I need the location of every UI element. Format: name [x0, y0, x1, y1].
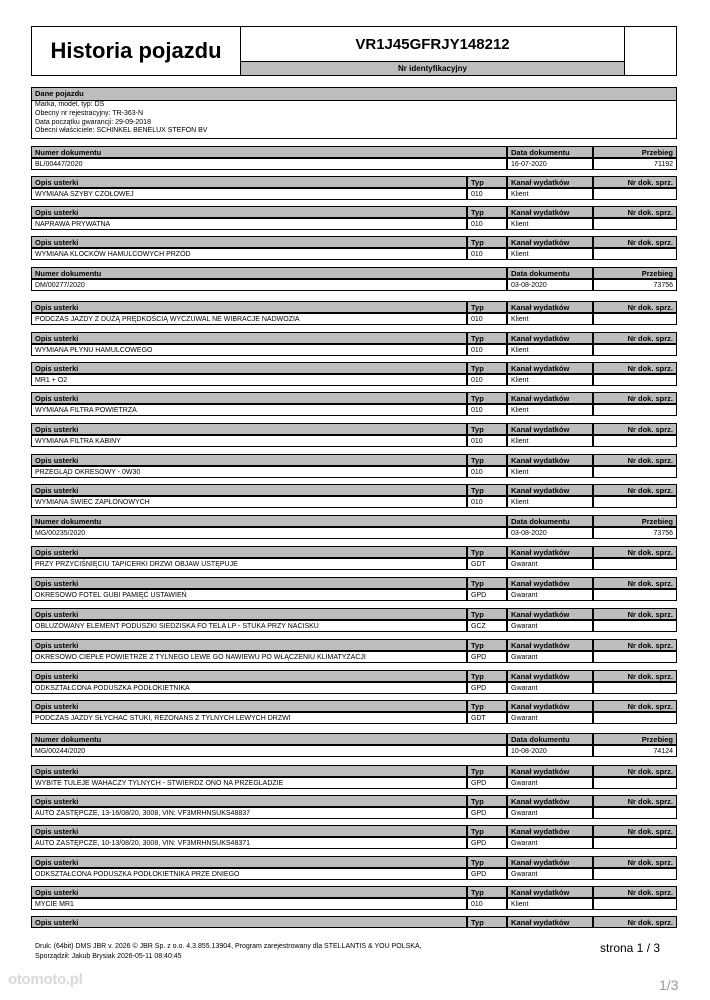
doc-date-header: Data dokumentu	[507, 515, 593, 527]
channel-header: Kanał wydatków	[507, 577, 593, 589]
defect-description: OKRESOWO FOTEL GUBI PAMIĘĆ USTAWIEŃ	[31, 589, 467, 601]
type-header: Typ	[467, 301, 507, 313]
defect-description: WYMIANA SZYBY CZOŁOWEJ	[31, 188, 467, 200]
defect-description: OBLUZOWANY ELEMENT PODUSZKI SIEDZISKA FO TELA LP - STUKA PRZY NACISKU	[31, 620, 467, 632]
mileage-value: 73756	[593, 527, 677, 539]
type-header: Typ	[467, 332, 507, 344]
defect-description: PODCZAS JAZDY SŁYCHAĆ STUKI, REZONANS Z TYLNYCH LEWYCH DRZWI	[31, 712, 467, 724]
expense-channel: Gwarant	[507, 620, 593, 632]
ref-header: Nr dok. sprz.	[593, 301, 677, 313]
defect-row	[31, 577, 677, 602]
defect-type: 010	[467, 313, 507, 325]
defect-row	[31, 301, 677, 326]
defect-header: Opis usterki	[31, 916, 467, 928]
ref-doc-number	[593, 651, 677, 663]
doc-number-value: DM/00277/2020	[31, 279, 507, 291]
defect-row	[31, 765, 677, 790]
defect-row	[31, 454, 677, 479]
doc-number-header: Numer dokumentu	[31, 146, 507, 158]
type-header: Typ	[467, 886, 507, 898]
defect-header: Opis usterki	[31, 886, 467, 898]
type-header: Typ	[467, 176, 507, 188]
defect-type: GPD	[467, 807, 507, 819]
ref-header: Nr dok. sprz.	[593, 206, 677, 218]
channel-header: Kanał wydatków	[507, 700, 593, 712]
type-header: Typ	[467, 700, 507, 712]
doc-number-header: Numer dokumentu	[31, 515, 507, 527]
ref-doc-number	[593, 344, 677, 356]
defect-description: WYMIANA FILTRA POWIETRZA	[31, 404, 467, 416]
page-indicator: strona 1 / 3	[600, 941, 661, 955]
type-header: Typ	[467, 546, 507, 558]
defect-header: Opis usterki	[31, 700, 467, 712]
type-header: Typ	[467, 484, 507, 496]
report-header	[31, 26, 677, 76]
doc-date-value: 16-07-2020	[507, 158, 593, 170]
defect-header: Opis usterki	[31, 670, 467, 682]
ref-doc-number	[593, 682, 677, 694]
ref-header: Nr dok. sprz.	[593, 392, 677, 404]
defect-type: GPD	[467, 589, 507, 601]
channel-header: Kanał wydatków	[507, 454, 593, 466]
defect-header: Opis usterki	[31, 236, 467, 248]
ref-header: Nr dok. sprz.	[593, 332, 677, 344]
defect-type: GPD	[467, 868, 507, 880]
ref-header: Nr dok. sprz.	[593, 236, 677, 248]
ref-doc-number	[593, 374, 677, 386]
channel-header: Kanał wydatków	[507, 176, 593, 188]
vehicle-data-box	[31, 87, 677, 139]
doc-date-header: Data dokumentu	[507, 146, 593, 158]
ref-doc-number	[593, 712, 677, 724]
defect-row	[31, 484, 677, 509]
defect-header: Opis usterki	[31, 332, 467, 344]
type-header: Typ	[467, 825, 507, 837]
defect-description: PRZY PRZYCIŚNIĘCIU TAPICERKI DRZWI OBJAW USTĘPUJE	[31, 558, 467, 570]
expense-channel: Gwarant	[507, 558, 593, 570]
type-header: Typ	[467, 608, 507, 620]
ref-header: Nr dok. sprz.	[593, 362, 677, 374]
ref-header: Nr dok. sprz.	[593, 795, 677, 807]
defect-description: PRZEGLĄD OKRESOWY - 0W30	[31, 466, 467, 478]
defect-row	[31, 825, 677, 850]
doc-date-header: Data dokumentu	[507, 733, 593, 745]
defect-row	[31, 206, 677, 231]
doc-date-header: Data dokumentu	[507, 267, 593, 279]
defect-description: AUTO ZASTĘPCZE, 10-13/08/20, 3008, VIN: VF3MRHNSUKS48371	[31, 837, 467, 849]
defect-type: 010	[467, 496, 507, 508]
header-empty-cell	[625, 26, 677, 76]
footer-print-info: Druk: (64bit) DMS JBR v. 2026 © JBR Sp. z o.o. 4.3.855.13904, Program zarejestrowany dla STELLANTIS & YOU POLSKA,	[35, 943, 422, 950]
ref-header: Nr dok. sprz.	[593, 765, 677, 777]
doc-number-value: BL/00447/2020	[31, 158, 507, 170]
defect-row	[31, 362, 677, 387]
channel-header: Kanał wydatków	[507, 362, 593, 374]
channel-header: Kanał wydatków	[507, 392, 593, 404]
expense-channel: Klient	[507, 344, 593, 356]
defect-header: Opis usterki	[31, 176, 467, 188]
vin-label: Nr identyfikacyjny	[241, 62, 625, 76]
ref-header: Nr dok. sprz.	[593, 639, 677, 651]
doc-number-value: MG/00235/2020	[31, 527, 507, 539]
defect-header: Opis usterki	[31, 825, 467, 837]
vehicle-data-line: Marka, model, typ: DS	[35, 101, 105, 108]
defect-header: Opis usterki	[31, 608, 467, 620]
channel-header: Kanał wydatków	[507, 206, 593, 218]
defect-header: Opis usterki	[31, 362, 467, 374]
expense-channel: Gwarant	[507, 837, 593, 849]
expense-channel: Klient	[507, 188, 593, 200]
ref-doc-number	[593, 466, 677, 478]
type-header: Typ	[467, 639, 507, 651]
expense-channel: Gwarant	[507, 868, 593, 880]
ref-doc-number	[593, 248, 677, 260]
defect-type: 010	[467, 374, 507, 386]
defect-row	[31, 332, 677, 357]
defect-header: Opis usterki	[31, 454, 467, 466]
defect-header: Opis usterki	[31, 856, 467, 868]
mileage-header: Przebieg	[593, 146, 677, 158]
defect-description: NAPRAWA PRYWATNA	[31, 218, 467, 230]
expense-channel: Gwarant	[507, 712, 593, 724]
vehicle-data-line: Data początku gwarancji: 29-09-2018	[35, 118, 151, 126]
mileage-value: 71192	[593, 158, 677, 170]
vin-value: VR1J45GFRJY148212	[241, 26, 625, 62]
expense-channel: Gwarant	[507, 777, 593, 789]
defect-description: MR1 + O2	[31, 374, 467, 386]
channel-header: Kanał wydatków	[507, 423, 593, 435]
defect-type: GPD	[467, 837, 507, 849]
ref-header: Nr dok. sprz.	[593, 700, 677, 712]
doc-number-header: Numer dokumentu	[31, 267, 507, 279]
defect-description: ODKSZTAŁCONA PODUSZKA PODŁOKIETNIKA	[31, 682, 467, 694]
defect-description: ODKSZTAŁCONA PODUSZKA PODŁOKIETNIKA PRZE DNIEGO	[31, 868, 467, 880]
channel-header: Kanał wydatków	[507, 916, 593, 928]
defect-type: 010	[467, 344, 507, 356]
defect-type: GDT	[467, 558, 507, 570]
channel-header: Kanał wydatków	[507, 856, 593, 868]
vehicle-data-heading: Dane pojazdu	[32, 88, 676, 101]
ref-header: Nr dok. sprz.	[593, 670, 677, 682]
defect-type: GDT	[467, 712, 507, 724]
ref-doc-number	[593, 435, 677, 447]
defect-type: 010	[467, 188, 507, 200]
defect-type: GPD	[467, 777, 507, 789]
defect-type: 010	[467, 404, 507, 416]
ref-header: Nr dok. sprz.	[593, 825, 677, 837]
defect-row	[31, 546, 677, 571]
defect-type: 010	[467, 898, 507, 910]
defect-row	[31, 392, 677, 417]
type-header: Typ	[467, 206, 507, 218]
defect-description: AUTO ZASTĘPCZE, 13-16/08/20, 3008, VIN: VF3MRHNSUKS48837	[31, 807, 467, 819]
type-header: Typ	[467, 423, 507, 435]
defect-header: Opis usterki	[31, 577, 467, 589]
type-header: Typ	[467, 577, 507, 589]
mileage-header: Przebieg	[593, 515, 677, 527]
defect-header: Opis usterki	[31, 795, 467, 807]
ref-header: Nr dok. sprz.	[593, 454, 677, 466]
expense-channel: Gwarant	[507, 589, 593, 601]
ref-doc-number	[593, 777, 677, 789]
defect-row	[31, 795, 677, 820]
ref-doc-number	[593, 218, 677, 230]
ref-doc-number	[593, 313, 677, 325]
defect-header: Opis usterki	[31, 301, 467, 313]
expense-channel: Klient	[507, 898, 593, 910]
defect-row	[31, 700, 677, 725]
ref-doc-number	[593, 620, 677, 632]
expense-channel: Gwarant	[507, 651, 593, 663]
defect-row	[31, 856, 677, 881]
expense-channel: Klient	[507, 435, 593, 447]
ref-doc-number	[593, 589, 677, 601]
defect-type: 010	[467, 248, 507, 260]
defect-row	[31, 639, 677, 664]
type-header: Typ	[467, 765, 507, 777]
defect-row	[31, 236, 677, 261]
channel-header: Kanał wydatków	[507, 608, 593, 620]
doc-number-value: MG/00244/2020	[31, 745, 507, 757]
type-header: Typ	[467, 454, 507, 466]
vehicle-data-line: Obecny nr rejestracyjny: TR-363-N	[35, 109, 144, 117]
channel-header: Kanał wydatków	[507, 332, 593, 344]
ref-header: Nr dok. sprz.	[593, 608, 677, 620]
watermark-logo: otomoto.pl	[8, 971, 83, 988]
channel-header: Kanał wydatków	[507, 301, 593, 313]
defect-description: PODCZAS JAZDY Z DUŻĄ PRĘDKOŚCIĄ WYCZUWAL NE WIBRACJE NADWOZIA	[31, 313, 467, 325]
defect-type: 010	[467, 435, 507, 447]
ref-header: Nr dok. sprz.	[593, 176, 677, 188]
expense-channel: Klient	[507, 404, 593, 416]
footer-author: Sporządził: Jakub Brysiak 2026-05-11 08:40:45	[35, 952, 182, 960]
type-header: Typ	[467, 795, 507, 807]
document-header-block	[31, 733, 677, 758]
vehicle-data-line: Obecni właściciele: SCHINKEL BENELUX STEFON BV	[35, 127, 208, 135]
expense-channel: Klient	[507, 248, 593, 260]
defect-header: Opis usterki	[31, 423, 467, 435]
type-header: Typ	[467, 236, 507, 248]
defect-description: WYMIANA FILTRA KABINY	[31, 435, 467, 447]
ref-doc-number	[593, 898, 677, 910]
expense-channel: Gwarant	[507, 682, 593, 694]
type-header: Typ	[467, 916, 507, 928]
ref-doc-number	[593, 188, 677, 200]
defect-header: Opis usterki	[31, 546, 467, 558]
type-header: Typ	[467, 670, 507, 682]
defect-row	[31, 916, 677, 929]
defect-header: Opis usterki	[31, 206, 467, 218]
page-overlay-counter: 1/3	[659, 977, 679, 993]
channel-header: Kanał wydatków	[507, 795, 593, 807]
ref-header: Nr dok. sprz.	[593, 916, 677, 928]
defect-description: WYMIANA KLOCKÓW HAMULCOWYCH PRZÓD	[31, 248, 467, 260]
defect-description: OKRESOWO CIEPŁE POWIETRZE Z TYLNEGO LEWE GO NAWIEWU PO WŁĄCZENIU KLIMATYZACJI	[31, 651, 467, 663]
mileage-value: 74124	[593, 745, 677, 757]
channel-header: Kanał wydatków	[507, 639, 593, 651]
defect-type: 010	[467, 466, 507, 478]
ref-header: Nr dok. sprz.	[593, 577, 677, 589]
type-header: Typ	[467, 856, 507, 868]
doc-date-value: 03-08-2020	[507, 279, 593, 291]
defect-description: WYMIANA PŁYNU HAMULCOWEGO	[31, 344, 467, 356]
channel-header: Kanał wydatków	[507, 825, 593, 837]
doc-number-header: Numer dokumentu	[31, 733, 507, 745]
ref-header: Nr dok. sprz.	[593, 856, 677, 868]
type-header: Typ	[467, 362, 507, 374]
mileage-value: 73756	[593, 279, 677, 291]
defect-row	[31, 886, 677, 911]
ref-header: Nr dok. sprz.	[593, 484, 677, 496]
ref-header: Nr dok. sprz.	[593, 423, 677, 435]
defect-description: WYMIANA ŚWIEC ZAPŁONOWYCH	[31, 496, 467, 508]
channel-header: Kanał wydatków	[507, 670, 593, 682]
expense-channel: Klient	[507, 313, 593, 325]
defect-header: Opis usterki	[31, 484, 467, 496]
ref-header: Nr dok. sprz.	[593, 886, 677, 898]
defect-row	[31, 608, 677, 633]
channel-header: Kanał wydatków	[507, 236, 593, 248]
defect-type: GCZ	[467, 620, 507, 632]
defect-row	[31, 423, 677, 448]
channel-header: Kanał wydatków	[507, 484, 593, 496]
defect-type: 010	[467, 218, 507, 230]
defect-header: Opis usterki	[31, 392, 467, 404]
ref-doc-number	[593, 496, 677, 508]
expense-channel: Klient	[507, 496, 593, 508]
defect-row	[31, 176, 677, 201]
ref-header: Nr dok. sprz.	[593, 546, 677, 558]
expense-channel: Klient	[507, 374, 593, 386]
defect-description: MYCIE MR1	[31, 898, 467, 910]
defect-type: GPD	[467, 651, 507, 663]
ref-doc-number	[593, 837, 677, 849]
document-header-block	[31, 515, 677, 540]
defect-header: Opis usterki	[31, 765, 467, 777]
defect-header: Opis usterki	[31, 639, 467, 651]
channel-header: Kanał wydatków	[507, 886, 593, 898]
ref-doc-number	[593, 404, 677, 416]
defect-type: GPD	[467, 682, 507, 694]
defect-description: WYBITE TULEJE WAHACZY TYLNYCH - STWIERDZ ONO NA PRZEGLADZIE	[31, 777, 467, 789]
doc-date-value: 03-08-2020	[507, 527, 593, 539]
ref-doc-number	[593, 558, 677, 570]
defect-row	[31, 670, 677, 695]
mileage-header: Przebieg	[593, 733, 677, 745]
channel-header: Kanał wydatków	[507, 765, 593, 777]
document-header-block	[31, 267, 677, 292]
channel-header: Kanał wydatków	[507, 546, 593, 558]
mileage-header: Przebieg	[593, 267, 677, 279]
expense-channel: Klient	[507, 218, 593, 230]
ref-doc-number	[593, 868, 677, 880]
page-title: Historia pojazdu	[31, 26, 241, 76]
print-footer	[35, 942, 422, 961]
doc-date-value: 10-08-2020	[507, 745, 593, 757]
type-header: Typ	[467, 392, 507, 404]
document-header-block	[31, 146, 677, 171]
ref-doc-number	[593, 807, 677, 819]
expense-channel: Gwarant	[507, 807, 593, 819]
expense-channel: Klient	[507, 466, 593, 478]
